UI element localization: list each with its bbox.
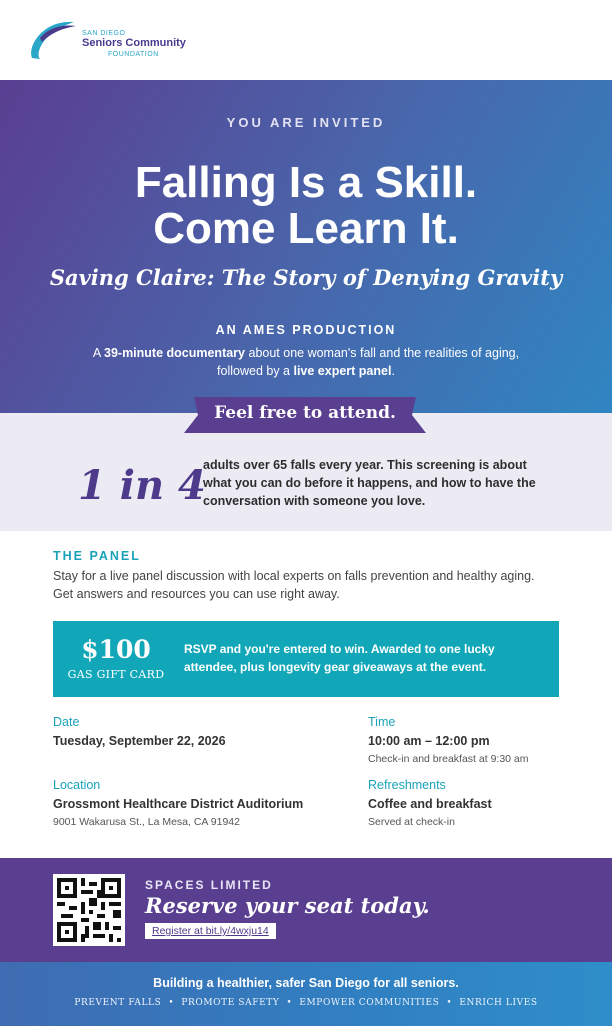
refreshments-note: Served at check-in bbox=[368, 816, 455, 828]
bullet-separator: • bbox=[168, 998, 175, 1008]
header bbox=[0, 0, 612, 80]
time-value: 10:00 am – 12:00 pm bbox=[368, 734, 490, 748]
location-address: 9001 Wakarusa St., La Mesa, CA 91942 bbox=[53, 816, 240, 828]
footer-pillars bbox=[0, 998, 612, 1008]
attend-ribbon bbox=[184, 395, 426, 435]
logo-line-1: SAN DIEGO bbox=[82, 30, 126, 37]
desc-bold: 39-minute documentary bbox=[104, 346, 246, 360]
film-title: Saving Claire: The Story of Denying Gravity bbox=[49, 265, 563, 290]
time-note: Check-in and breakfast at 9:30 am bbox=[368, 753, 529, 765]
desc-text: A bbox=[92, 346, 104, 360]
qr-code-icon[interactable] bbox=[53, 874, 125, 946]
pillar-item: PREVENT FALLS bbox=[74, 998, 162, 1008]
hero-section bbox=[0, 80, 612, 413]
register-link[interactable]: Register at bit.ly/4wxju14 bbox=[145, 923, 276, 939]
refreshments-value: Coffee and breakfast bbox=[368, 797, 492, 811]
refreshments-label: Refreshments bbox=[368, 778, 446, 792]
pillar-item: EMPOWER COMMUNITIES bbox=[299, 998, 440, 1008]
footer bbox=[0, 962, 612, 1026]
location-value: Grossmont Healthcare District Auditorium bbox=[53, 797, 304, 811]
desc-text: . bbox=[391, 364, 395, 378]
logo-line-3: FOUNDATION bbox=[108, 51, 159, 58]
reserve-title: Reserve your seat today. bbox=[145, 893, 430, 918]
desc-text: about one woman's fall and the realities of aging, bbox=[245, 346, 520, 360]
spaces-limited-kicker: SPACES LIMITED bbox=[145, 878, 273, 892]
logo-line-2: Seniors Community bbox=[82, 37, 186, 49]
reserve-section bbox=[0, 858, 612, 962]
ribbon-label: Feel free to attend. bbox=[214, 403, 396, 423]
desc-bold: live expert panel bbox=[293, 364, 392, 378]
location-label: Location bbox=[53, 778, 101, 792]
panel-description bbox=[53, 567, 563, 603]
headline-line-1: Falling Is a Skill. bbox=[134, 158, 478, 207]
panel-line-2: Get answers and resources you can use right away. bbox=[53, 587, 340, 601]
stat-figure: 1 in 4 bbox=[78, 462, 206, 509]
production-credit: AN AMES PRODUCTION bbox=[215, 323, 397, 337]
headline-line-2: Come Learn It. bbox=[153, 204, 459, 253]
footer-tagline: Building a healthier, safer San Diego for all seniors. bbox=[153, 976, 459, 990]
headline bbox=[0, 160, 612, 252]
gift-label: GAS GIFT CARD bbox=[67, 668, 165, 681]
film-description bbox=[60, 344, 552, 380]
gift-amount: $100 bbox=[81, 635, 151, 664]
invited-kicker: YOU ARE INVITED bbox=[226, 115, 386, 130]
panel-title: THE PANEL bbox=[53, 549, 141, 563]
gift-card-box bbox=[53, 621, 559, 697]
panel-line-1: Stay for a live panel discussion with local experts on falls prevention and healthy aging. bbox=[53, 569, 535, 583]
rsvp-text: RSVP and you're entered to win. Awarded to one lucky attendee, plus longevity gear giveaways at the event. bbox=[184, 642, 495, 674]
foundation-logo[interactable] bbox=[26, 18, 196, 62]
pillar-item: PROMOTE SAFETY bbox=[181, 998, 280, 1008]
pillar-item: ENRICH LIVES bbox=[459, 998, 538, 1008]
desc-text: followed by a bbox=[217, 364, 294, 378]
stat-text: adults over 65 falls every year. This screening is about what you can do before it happens, and how to have the conversation with someone you love. bbox=[203, 458, 536, 508]
date-value: Tuesday, September 22, 2026 bbox=[53, 734, 226, 748]
bullet-separator: • bbox=[286, 998, 293, 1008]
swoosh-logo-icon bbox=[26, 18, 78, 62]
date-label: Date bbox=[53, 715, 80, 729]
time-label: Time bbox=[368, 715, 396, 729]
bullet-separator: • bbox=[446, 998, 453, 1008]
